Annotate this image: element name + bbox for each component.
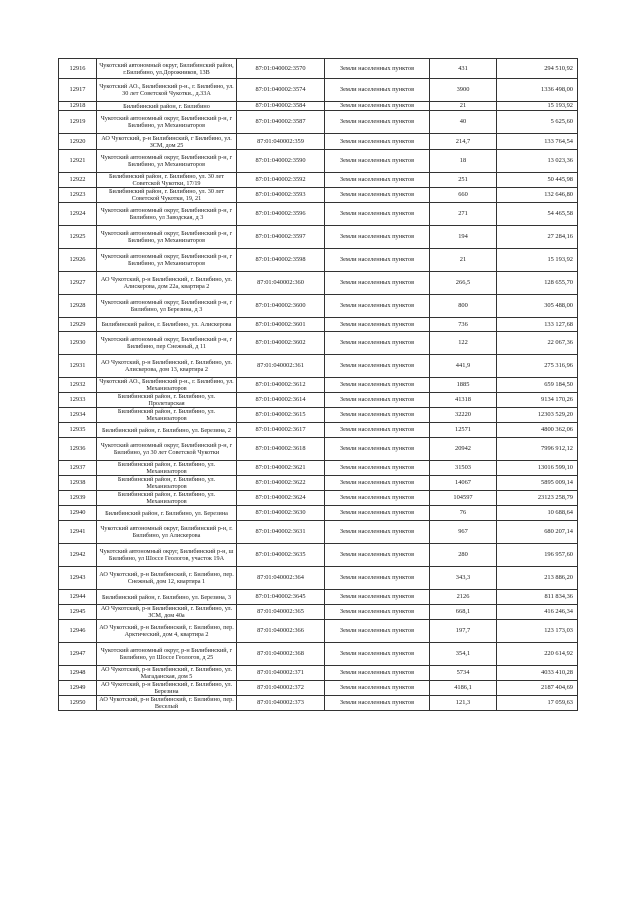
row-number: 12930: [59, 332, 97, 355]
row-cadastral-number: 87:01:040002:360: [237, 272, 325, 295]
row-cadastral-value: 133 764,54: [497, 134, 578, 150]
table-row: [59, 188, 578, 203]
row-cadastral-number: 87:01:040002:3592: [237, 173, 325, 188]
row-land-category: Земли населенных пунктов: [325, 249, 430, 272]
row-area: 21: [430, 249, 497, 272]
row-cadastral-value: 680 207,14: [497, 521, 578, 544]
row-address: Чукотский автономный округ, Билибинский район, г.Билибино, ул.Дорожников, 13В: [97, 59, 237, 79]
table-row: [59, 643, 578, 666]
row-land-category: Земли населенных пунктов: [325, 590, 430, 605]
row-area: 104597: [430, 491, 497, 506]
table-row: [59, 203, 578, 226]
row-cadastral-number: 87:01:040002:373: [237, 696, 325, 711]
row-number: 12924: [59, 203, 97, 226]
row-cadastral-value: 22 067,36: [497, 332, 578, 355]
row-cadastral-value: 50 445,98: [497, 173, 578, 188]
row-area: 121,3: [430, 696, 497, 711]
row-address: Чукотский автономный округ, Билибинский р-н, г. Билибино, ул Алискерова: [97, 521, 237, 544]
row-address: АО Чукотский, р-н Билибинский, г. Билибино, ул. Магаданская, дом 5: [97, 666, 237, 681]
table-row: [59, 408, 578, 423]
row-land-category: Земли населенных пунктов: [325, 605, 430, 620]
row-address: Чукотский автономный округ, Билибинский р-н, г Билибино, ул Механизаторов: [97, 249, 237, 272]
row-cadastral-value: 5895 009,14: [497, 476, 578, 491]
row-cadastral-value: 27 284,16: [497, 226, 578, 249]
row-number: 12939: [59, 491, 97, 506]
row-cadastral-value: 1336 498,00: [497, 79, 578, 102]
row-land-category: Земли населенных пунктов: [325, 134, 430, 150]
row-area: 668,1: [430, 605, 497, 620]
row-number: 12934: [59, 408, 97, 423]
row-land-category: Земли населенных пунктов: [325, 544, 430, 567]
row-area: 214,7: [430, 134, 497, 150]
row-cadastral-number: 87:01:040002:3587: [237, 111, 325, 134]
row-area: 20942: [430, 438, 497, 461]
land-plots-table: [58, 58, 578, 711]
row-land-category: Земли населенных пунктов: [325, 696, 430, 711]
row-address: АО Чукотский, р-н Билибинский, г. Билибино, ул. Алискерова, дом 22а, квартира 2: [97, 272, 237, 295]
row-address: Чукотский АО., Билибинский р-н., г. Билибино, ул. 30 лет Советской Чукотки., д.33А: [97, 79, 237, 102]
row-cadastral-number: 87:01:040002:365: [237, 605, 325, 620]
row-area: 122: [430, 332, 497, 355]
row-number: 12926: [59, 249, 97, 272]
table-row: [59, 476, 578, 491]
row-area: 18: [430, 150, 497, 173]
table-row: [59, 605, 578, 620]
row-address: Чукотский автономный округ, Билибинский р-н, г Билибино, ул Механизаторов: [97, 150, 237, 173]
row-address: Чукотский автономный округ, Билибинский р-н, г Билибино, ул Березина, д 3: [97, 295, 237, 318]
row-cadastral-number: 87:01:040002:371: [237, 666, 325, 681]
row-cadastral-number: 87:01:040002:372: [237, 681, 325, 696]
row-land-category: Земли населенных пунктов: [325, 393, 430, 408]
row-number: 12937: [59, 461, 97, 476]
row-cadastral-value: 2187 404,69: [497, 681, 578, 696]
row-area: 736: [430, 318, 497, 332]
table-row: [59, 318, 578, 332]
table-row: [59, 134, 578, 150]
row-area: 3900: [430, 79, 497, 102]
row-cadastral-number: 87:01:040002:3615: [237, 408, 325, 423]
table-row: [59, 59, 578, 79]
row-cadastral-value: 12303 529,20: [497, 408, 578, 423]
row-cadastral-number: 87:01:040002:3593: [237, 188, 325, 203]
row-land-category: Земли населенных пунктов: [325, 567, 430, 590]
row-land-category: Земли населенных пунктов: [325, 438, 430, 461]
row-land-category: Земли населенных пунктов: [325, 318, 430, 332]
table-row: [59, 567, 578, 590]
row-address: Чукотский автономный округ, Билибинский р-н, г Билибино, пер Снежный, д 11: [97, 332, 237, 355]
row-address: АО Чукотский, р-н Билибинский, г. Билибино, пер. Веселый: [97, 696, 237, 711]
row-area: 1885: [430, 378, 497, 393]
row-cadastral-value: 416 246,34: [497, 605, 578, 620]
row-address: Билибинский район, г. Билибино, ул. Пролетарская: [97, 393, 237, 408]
table-row: [59, 666, 578, 681]
row-land-category: Земли населенных пунктов: [325, 643, 430, 666]
row-cadastral-number: 87:01:040002:364: [237, 567, 325, 590]
row-land-category: Земли населенных пунктов: [325, 378, 430, 393]
table-row: [59, 620, 578, 643]
row-land-category: Земли населенных пунктов: [325, 102, 430, 111]
row-cadastral-number: 87:01:040002:3590: [237, 150, 325, 173]
row-cadastral-value: 196 957,60: [497, 544, 578, 567]
row-area: 2126: [430, 590, 497, 605]
row-area: 5734: [430, 666, 497, 681]
row-land-category: Земли населенных пунктов: [325, 620, 430, 643]
row-land-category: Земли населенных пунктов: [325, 461, 430, 476]
row-address: Чукотский автономный округ, р-н Билибинский, г Билибино, ул Шоссе Геологов, д 25: [97, 643, 237, 666]
row-cadastral-value: 132 646,80: [497, 188, 578, 203]
row-cadastral-number: 87:01:040002:3630: [237, 506, 325, 521]
row-cadastral-number: 87:01:040002:3645: [237, 590, 325, 605]
row-number: 12948: [59, 666, 97, 681]
row-cadastral-value: 133 127,68: [497, 318, 578, 332]
row-number: 12941: [59, 521, 97, 544]
row-land-category: Земли населенных пунктов: [325, 188, 430, 203]
row-area: 40: [430, 111, 497, 134]
row-number: 12923: [59, 188, 97, 203]
table-row: [59, 393, 578, 408]
row-land-category: Земли населенных пунктов: [325, 491, 430, 506]
row-number: 12931: [59, 355, 97, 378]
row-cadastral-value: 213 886,20: [497, 567, 578, 590]
row-cadastral-value: 17 059,63: [497, 696, 578, 711]
row-number: 12942: [59, 544, 97, 567]
row-cadastral-value: 811 834,36: [497, 590, 578, 605]
row-cadastral-number: 87:01:040002:3614: [237, 393, 325, 408]
row-number: 12943: [59, 567, 97, 590]
row-address: Билибинский район, г. Билибино: [97, 102, 237, 111]
row-address: Чукотский автономный округ, Билибинский р-н, г Билибино, ул Механизаторов: [97, 226, 237, 249]
row-area: 266,5: [430, 272, 497, 295]
row-land-category: Земли населенных пунктов: [325, 79, 430, 102]
table-row: [59, 249, 578, 272]
row-cadastral-number: 87:01:040002:3602: [237, 332, 325, 355]
row-address: АО Чукотский, р-н Билибинский, г. Билибино, ул. Алискерова, дом 13, квартира 2: [97, 355, 237, 378]
row-cadastral-number: 87:01:040002:3570: [237, 59, 325, 79]
table-row: [59, 272, 578, 295]
table-row: [59, 295, 578, 318]
row-land-category: Земли населенных пунктов: [325, 666, 430, 681]
row-cadastral-number: 87:01:040002:368: [237, 643, 325, 666]
row-land-category: Земли населенных пунктов: [325, 355, 430, 378]
table-row: [59, 102, 578, 111]
row-cadastral-value: 7996 912,12: [497, 438, 578, 461]
row-cadastral-number: 87:01:040002:3601: [237, 318, 325, 332]
row-cadastral-number: 87:01:040002:3631: [237, 521, 325, 544]
row-number: 12929: [59, 318, 97, 332]
row-cadastral-number: 87:01:040002:3584: [237, 102, 325, 111]
row-land-category: Земли населенных пунктов: [325, 226, 430, 249]
table-row: [59, 332, 578, 355]
table-row: [59, 461, 578, 476]
row-cadastral-value: 275 316,96: [497, 355, 578, 378]
row-number: 12940: [59, 506, 97, 521]
row-area: 194: [430, 226, 497, 249]
row-address: Чукотский автономный округ, Билибинский р-н, г Билибино, ул Заводская, д 3: [97, 203, 237, 226]
row-number: 12928: [59, 295, 97, 318]
row-number: 12925: [59, 226, 97, 249]
row-land-category: Земли населенных пунктов: [325, 272, 430, 295]
row-number: 12945: [59, 605, 97, 620]
row-address: Чукотский автономный округ, Билибинский р-н, г Билибино, ул 30 лет Советской Чукотки: [97, 438, 237, 461]
table-row: [59, 111, 578, 134]
row-land-category: Земли населенных пунктов: [325, 423, 430, 438]
row-number: 12920: [59, 134, 97, 150]
row-cadastral-value: 13 023,36: [497, 150, 578, 173]
row-cadastral-value: 4800 362,06: [497, 423, 578, 438]
row-cadastral-number: 87:01:040002:361: [237, 355, 325, 378]
table-row: [59, 696, 578, 711]
table-row: [59, 491, 578, 506]
row-cadastral-number: 87:01:040002:3612: [237, 378, 325, 393]
table-row: [59, 173, 578, 188]
table-row: [59, 521, 578, 544]
row-cadastral-value: 128 655,70: [497, 272, 578, 295]
table-row: [59, 378, 578, 393]
row-cadastral-value: 123 173,03: [497, 620, 578, 643]
row-cadastral-number: 87:01:040002:3574: [237, 79, 325, 102]
row-address: Билибинский район, г. Билибино, ул. 30 лет Советской Чукотки, 17/19: [97, 173, 237, 188]
row-area: 76: [430, 506, 497, 521]
row-area: 431: [430, 59, 497, 79]
row-number: 12950: [59, 696, 97, 711]
row-land-category: Земли населенных пунктов: [325, 476, 430, 491]
row-address: Чукотский АО., Билибинский р-н., г. Билибино, ул. Механизаторов: [97, 378, 237, 393]
row-area: 31503: [430, 461, 497, 476]
row-land-category: Земли населенных пунктов: [325, 173, 430, 188]
row-cadastral-value: 294 510,92: [497, 59, 578, 79]
table-row: [59, 423, 578, 438]
row-cadastral-value: 659 184,50: [497, 378, 578, 393]
row-address: Билибинский район, г. Билибино, ул. Березина, 3: [97, 590, 237, 605]
table-row: [59, 79, 578, 102]
row-cadastral-value: 4033 410,28: [497, 666, 578, 681]
row-cadastral-value: 15 193,92: [497, 102, 578, 111]
row-number: 12917: [59, 79, 97, 102]
row-area: 441,9: [430, 355, 497, 378]
table-row: [59, 681, 578, 696]
table-row: [59, 355, 578, 378]
row-area: 800: [430, 295, 497, 318]
row-area: 251: [430, 173, 497, 188]
row-cadastral-number: 87:01:040002:366: [237, 620, 325, 643]
table-row: [59, 506, 578, 521]
row-cadastral-value: 220 614,92: [497, 643, 578, 666]
row-cadastral-number: 87:01:040002:359: [237, 134, 325, 150]
row-land-category: Земли населенных пунктов: [325, 111, 430, 134]
row-number: 12935: [59, 423, 97, 438]
row-cadastral-value: 10 688,64: [497, 506, 578, 521]
row-land-category: Земли населенных пунктов: [325, 295, 430, 318]
table-row: [59, 226, 578, 249]
row-address: АО Чукотский, р-н Билибинский, г. Билибино, пер. Арктический, дом 4, квартира 2: [97, 620, 237, 643]
row-land-category: Земли населенных пунктов: [325, 59, 430, 79]
row-area: 32220: [430, 408, 497, 423]
row-address: Билибинский район, г. Билибино, ул. Механизаторов: [97, 476, 237, 491]
row-address: АО Чукотский, р-н Билибинский, г. Билибино, ул. ЗСМ, дом 40а: [97, 605, 237, 620]
row-number: 12919: [59, 111, 97, 134]
row-number: 12949: [59, 681, 97, 696]
row-area: 197,7: [430, 620, 497, 643]
row-number: 12927: [59, 272, 97, 295]
row-area: 14067: [430, 476, 497, 491]
row-cadastral-number: 87:01:040002:3596: [237, 203, 325, 226]
row-land-category: Земли населенных пунктов: [325, 408, 430, 423]
table-row: [59, 544, 578, 567]
row-area: 41318: [430, 393, 497, 408]
row-area: 12571: [430, 423, 497, 438]
row-land-category: Земли населенных пунктов: [325, 681, 430, 696]
row-cadastral-number: 87:01:040002:3617: [237, 423, 325, 438]
row-number: 12918: [59, 102, 97, 111]
row-number: 12933: [59, 393, 97, 408]
row-cadastral-value: 54 465,58: [497, 203, 578, 226]
row-address: Билибинский район, г. Билибино, ул. Березина, 2: [97, 423, 237, 438]
row-area: 343,3: [430, 567, 497, 590]
row-land-category: Земли населенных пунктов: [325, 203, 430, 226]
row-address: Чукотский автономный округ, Билибинский р-н, г Билибино, ул Механизаторов: [97, 111, 237, 134]
row-address: Билибинский район, г. Билибино, ул. 30 лет Советской Чукотки, 19, 21: [97, 188, 237, 203]
row-address: АО Чукотский, р-н Билибинский, г. Билибино, ул. Березина: [97, 681, 237, 696]
document-page: [58, 58, 578, 711]
row-number: 12922: [59, 173, 97, 188]
row-land-category: Земли населенных пунктов: [325, 506, 430, 521]
row-number: 12916: [59, 59, 97, 79]
row-area: 354,1: [430, 643, 497, 666]
table-row: [59, 150, 578, 173]
row-land-category: Земли населенных пунктов: [325, 150, 430, 173]
row-number: 12947: [59, 643, 97, 666]
row-address: Билибинский район, г. Билибино, ул. Механизаторов: [97, 408, 237, 423]
row-cadastral-number: 87:01:040002:3624: [237, 491, 325, 506]
row-number: 12946: [59, 620, 97, 643]
row-cadastral-value: 13016 599,10: [497, 461, 578, 476]
row-number: 12944: [59, 590, 97, 605]
row-land-category: Земли населенных пунктов: [325, 332, 430, 355]
row-address: АО Чукотский, р-н Билибинский, г. Билибино, пер. Снежный, дом 12, квартира 1: [97, 567, 237, 590]
row-address: Билибинский район, г. Билибино, ул. Березина: [97, 506, 237, 521]
row-cadastral-number: 87:01:040002:3597: [237, 226, 325, 249]
row-number: 12921: [59, 150, 97, 173]
table-row: [59, 438, 578, 461]
row-area: 660: [430, 188, 497, 203]
row-area: 4186,1: [430, 681, 497, 696]
row-area: 271: [430, 203, 497, 226]
row-cadastral-number: 87:01:040002:3621: [237, 461, 325, 476]
row-cadastral-number: 87:01:040002:3600: [237, 295, 325, 318]
row-cadastral-number: 87:01:040002:3618: [237, 438, 325, 461]
row-area: 280: [430, 544, 497, 567]
row-cadastral-value: 23123 258,79: [497, 491, 578, 506]
table-body: [59, 59, 578, 711]
row-address: Билибинский район, г. Билибино, ул. Алискерова: [97, 318, 237, 332]
row-number: 12932: [59, 378, 97, 393]
row-area: 967: [430, 521, 497, 544]
row-cadastral-number: 87:01:040002:3598: [237, 249, 325, 272]
row-address: Билибинский район, г. Билибино, ул. Механизаторов: [97, 461, 237, 476]
row-cadastral-number: 87:01:040002:3635: [237, 544, 325, 567]
row-address: Чукотский автономный округ, Билибинский р-н, ш Билибино, ул Шоссе Геологов, участок 19А: [97, 544, 237, 567]
row-cadastral-number: 87:01:040002:3622: [237, 476, 325, 491]
row-cadastral-value: 15 193,92: [497, 249, 578, 272]
row-address: Билибинский район, г. Билибино, ул. Механизаторов: [97, 491, 237, 506]
table-row: [59, 590, 578, 605]
row-address: АО Чукотский, р-н Билибинский, г Билибино, ул. ЗСМ, дом 25: [97, 134, 237, 150]
row-number: 12938: [59, 476, 97, 491]
row-cadastral-value: 9134 170,26: [497, 393, 578, 408]
row-number: 12936: [59, 438, 97, 461]
row-land-category: Земли населенных пунктов: [325, 521, 430, 544]
row-area: 21: [430, 102, 497, 111]
row-cadastral-value: 5 625,60: [497, 111, 578, 134]
row-cadastral-value: 305 488,00: [497, 295, 578, 318]
